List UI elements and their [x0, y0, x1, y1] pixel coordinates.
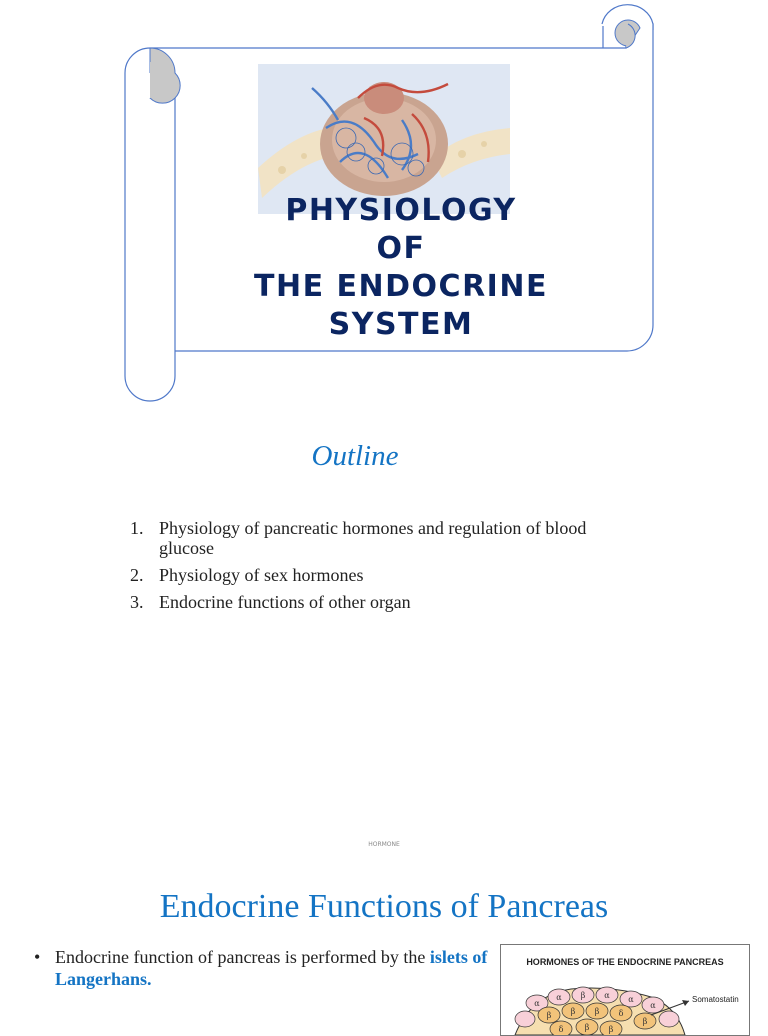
footer-label: HORMONE — [368, 841, 400, 848]
islet-diagram — [501, 945, 749, 1035]
title-line: OF — [376, 231, 426, 266]
cell-label: α — [556, 993, 562, 1002]
slide-title — [200, 196, 602, 346]
list-item — [130, 565, 630, 585]
outline-heading: Outline — [311, 440, 399, 472]
cell-label: α — [628, 995, 634, 1004]
cell-label: β — [608, 1025, 614, 1034]
bullet-icon: • — [34, 947, 41, 967]
cell-label: δ — [558, 1025, 564, 1034]
list-item-number: 1. — [130, 518, 144, 538]
cell-label: β — [642, 1017, 648, 1026]
cell-label: β — [546, 1011, 552, 1020]
cell-label: β — [570, 1007, 576, 1016]
bullet-text-main: Endocrine function of pancreas is performed by the — [55, 947, 430, 967]
cell-label: δ — [618, 1009, 624, 1018]
outline-list — [130, 518, 630, 619]
title-line: PHYSIOLOGY — [285, 196, 517, 228]
cell-label: β — [584, 1023, 590, 1032]
list-item-text: Physiology of sex hormones — [159, 565, 364, 585]
cell-label: β — [594, 1007, 600, 1016]
pancreas-hormones-figure — [500, 944, 750, 1036]
list-item-number: 2. — [130, 565, 144, 585]
cell-label: α — [650, 1001, 656, 1010]
figure-title: HORMONES OF THE ENDOCRINE PANCREAS — [526, 957, 724, 967]
title-line: SYSTEM — [328, 307, 474, 342]
cell-label: α — [534, 999, 540, 1008]
list-item — [130, 592, 630, 612]
section-title: Endocrine Functions of Pancreas — [159, 888, 609, 925]
list-item-number: 3. — [130, 592, 144, 612]
bullet-text — [34, 946, 494, 990]
pancreas-illustration — [252, 58, 516, 214]
bullet-highlight: islets of Langerhans. — [55, 947, 488, 989]
title-line: THE ENDOCRINE — [254, 269, 548, 304]
list-item-text: Physiology of pancreatic hormones and regulation of blood glucose — [159, 518, 587, 558]
list-item — [130, 518, 630, 558]
somatostatin-label: Somatostatin — [692, 995, 739, 1004]
list-item-text: Endocrine functions of other organ — [159, 592, 411, 612]
bullet-point — [34, 946, 494, 990]
cell-label: β — [580, 991, 586, 1000]
cell-label: α — [604, 991, 610, 1000]
